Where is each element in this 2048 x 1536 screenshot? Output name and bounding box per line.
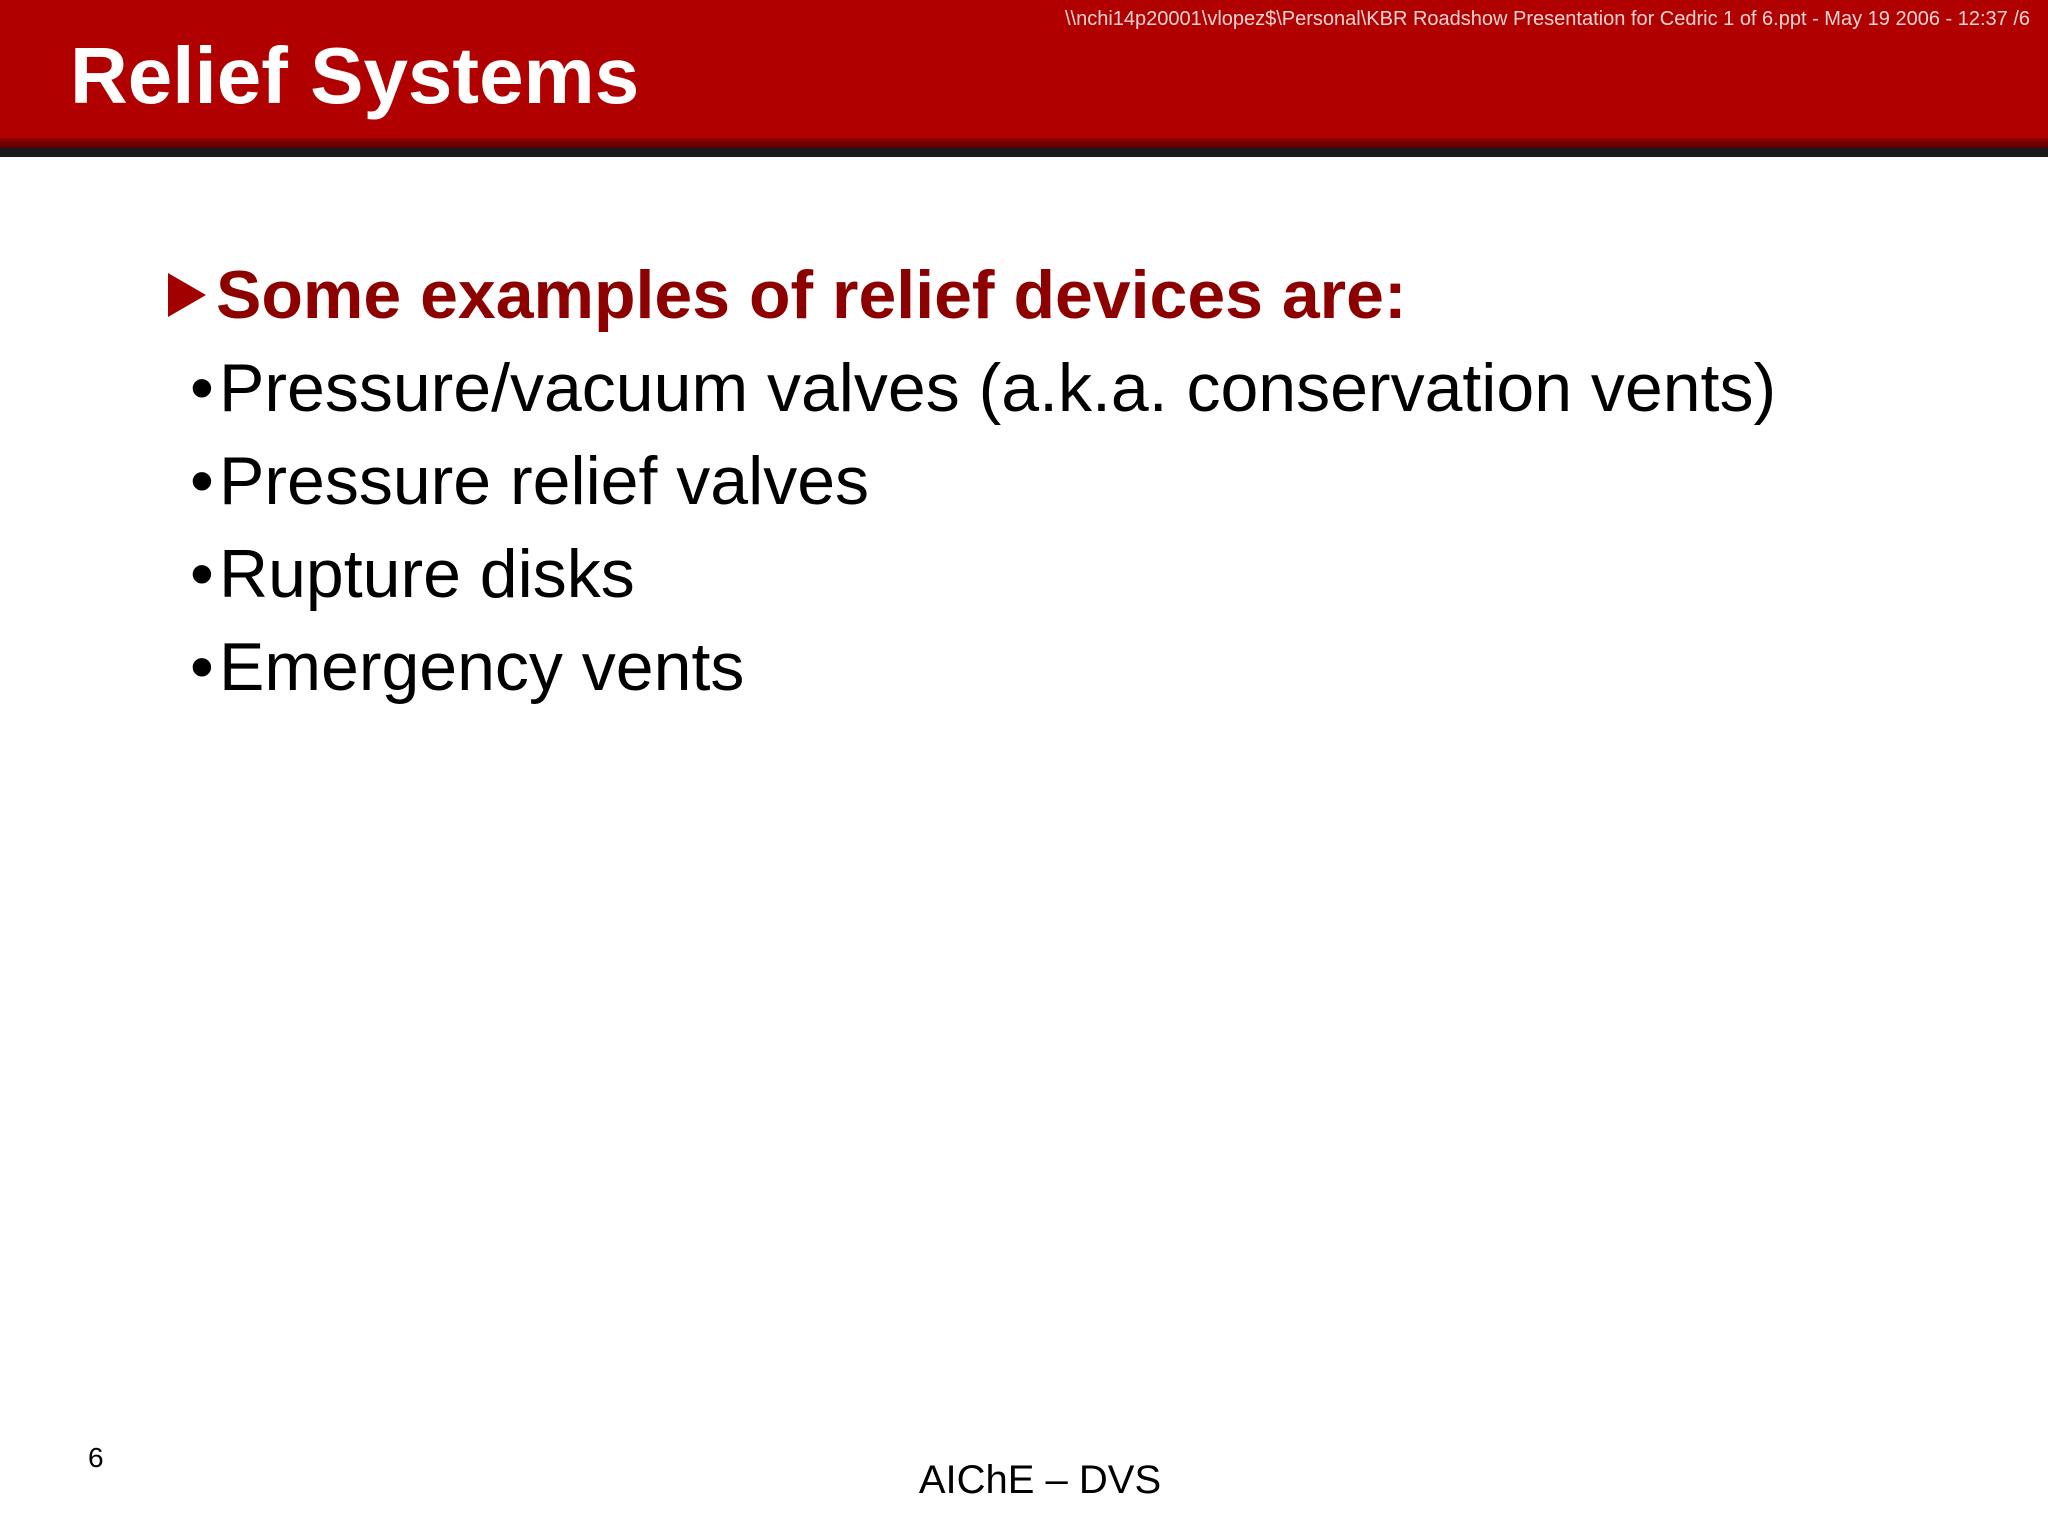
header-divider — [0, 148, 2048, 157]
bullet-dot-icon: • — [190, 536, 214, 612]
bullet-text: Rupture disks — [219, 536, 635, 612]
bullet-item — [190, 342, 1776, 435]
triangle-arrow-icon — [168, 273, 206, 317]
bullet-text: Pressure relief valves — [219, 443, 870, 519]
file-path: \\nchi14p20001\vlopez$\Personal\KBR Roadshow Presentation for Cedric 1 of 6.ppt - May 19 2006 - 12:37 /6 — [1064, 8, 2030, 30]
bullet-text: Emergency vents — [219, 629, 745, 705]
header-shade — [0, 138, 2048, 148]
slide-title: Relief Systems — [70, 31, 640, 120]
lead-text: Some examples of relief devices are: — [216, 257, 1407, 333]
page-number: 6 — [88, 1442, 104, 1473]
footer-text: AIChE – DVS — [918, 1458, 1162, 1502]
lead-bullet — [168, 250, 1407, 340]
bullet-item — [190, 621, 1776, 714]
bullet-text: Pressure/vacuum valves (a.k.a. conservation vents) — [219, 350, 1777, 426]
bullet-list — [190, 342, 1776, 714]
bullet-item — [190, 435, 1776, 528]
bullet-dot-icon: • — [190, 629, 214, 705]
bullet-dot-icon: • — [190, 350, 214, 426]
bullet-dot-icon: • — [190, 443, 214, 519]
bullet-item — [190, 528, 1776, 621]
